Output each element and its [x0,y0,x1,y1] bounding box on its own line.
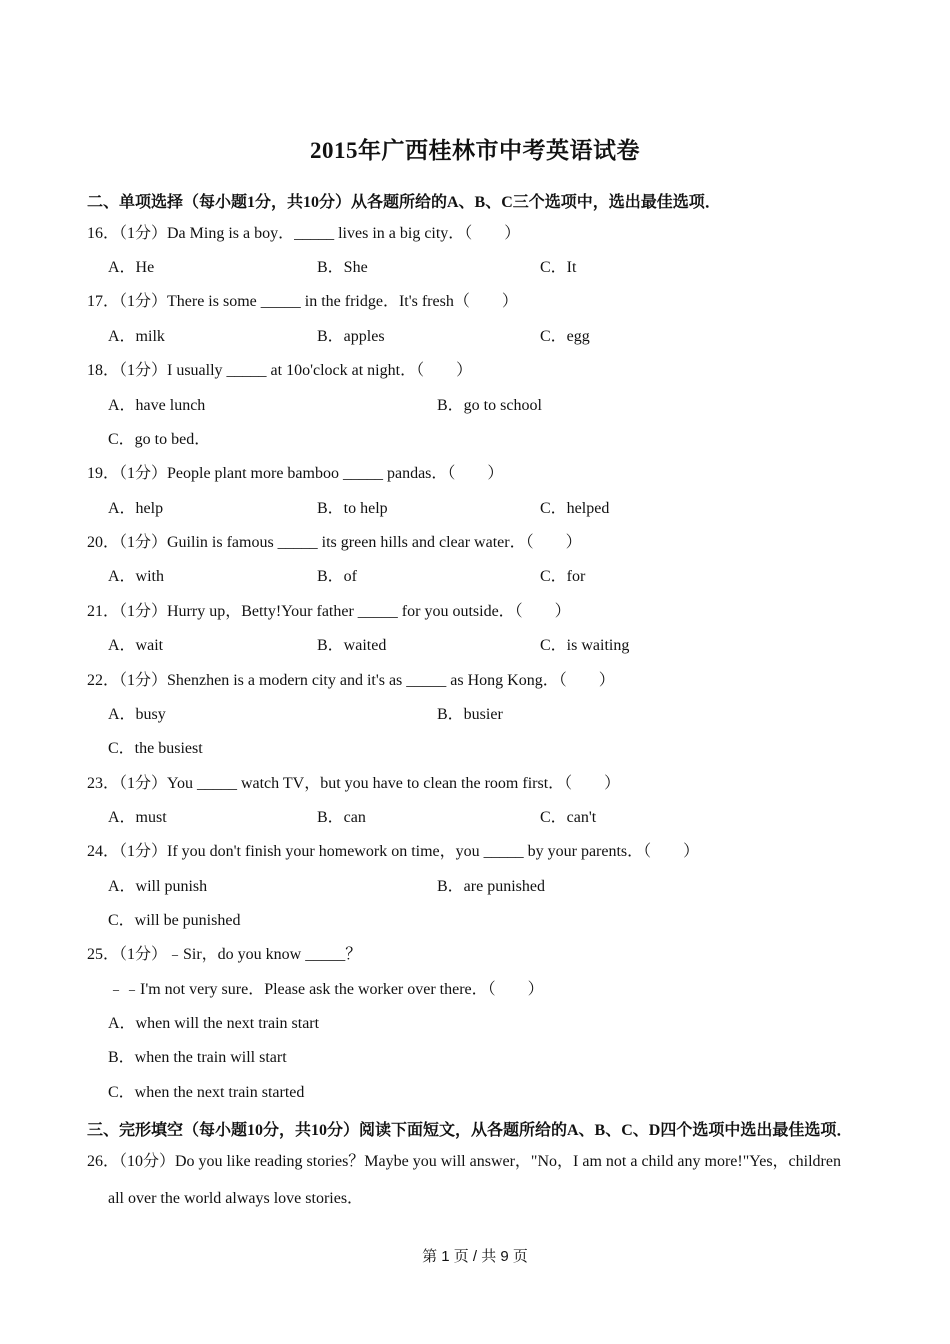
q19-option-c[interactable]: C．helped [540,500,610,517]
q20-option-a[interactable]: A．with [108,568,165,585]
q18-option-a[interactable]: A．have lunch [108,397,206,414]
q16-option-a[interactable]: A．He [108,259,155,276]
q20-option-b[interactable]: B．of [317,568,358,585]
q21-option-c[interactable]: C．is waiting [540,637,630,654]
q17-option-a[interactable]: A．milk [108,328,165,345]
q25-option-b[interactable]: B．when the train will start [108,1049,287,1066]
question-19: 19．（1分）People plant more bamboo _____ pandas．（ ） [87,465,504,482]
question-25-dialogue: ﹣﹣I'm not very sure．Please ask the worker over there．（ ） [108,981,544,998]
question-26: 26．（10分）Do you like reading stories？Maybe you will answer，"No，I am not a child any more!"Yes，children [87,1153,841,1170]
question-25: 25．（1分）﹣Sir，do you know _____？ [87,946,362,963]
question-23: 23．（1分）You _____ watch TV，but you have to clean the room first．（ ） [87,775,621,792]
question-21: 21．（1分）Hurry up，Betty!Your father _____ for you outside．（ ） [87,603,571,620]
q25-option-a[interactable]: A．when will the next train start [108,1015,320,1032]
question-20: 20．（1分）Guilin is famous _____ its green hills and clear water．（ ） [87,534,582,551]
q21-option-b[interactable]: B．waited [317,637,387,654]
q19-option-a[interactable]: A．help [108,500,164,517]
q17-option-b[interactable]: B．apples [317,328,385,345]
question-24: 24．（1分）If you don't finish your homework on time，you _____ by your parents．（ ） [87,843,700,860]
q16-option-c[interactable]: C．It [540,259,577,276]
page-footer: 第 1 页 / 共 9 页 [422,1248,528,1265]
q24-option-a[interactable]: A．will punish [108,878,208,895]
q17-option-c[interactable]: C．egg [540,328,590,345]
section-3-heading: 三、完形填空（每小题10分，共10分）阅读下面短文，从各题所给的A、B、C、D四个选项中选出最佳选项． [87,1122,853,1139]
q23-option-b[interactable]: B．can [317,809,366,826]
question-17: 17．（1分）There is some _____ in the fridge．It's fresh（ ） [87,293,518,310]
q23-option-a[interactable]: A．must [108,809,167,826]
q18-option-b[interactable]: B．go to school [437,397,542,414]
question-16: 16．（1分）Da Ming is a boy．_____ lives in a big city．（ ） [87,225,521,242]
q22-option-b[interactable]: B．busier [437,706,503,723]
q24-option-b[interactable]: B．are punished [437,878,545,895]
q19-option-b[interactable]: B．to help [317,500,388,517]
section-2-heading: 二、单项选择（每小题1分，共10分）从各题所给的A、B、C三个选项中，选出最佳选项． [87,194,721,211]
question-18: 18．（1分）I usually _____ at 10o'clock at night．（ ） [87,362,473,379]
q22-option-a[interactable]: A．busy [108,706,166,723]
question-26-continued: all over the world always love stories． [108,1190,364,1207]
q24-option-c[interactable]: C．will be punished [108,912,241,929]
q22-option-c[interactable]: C．the busiest [108,740,203,757]
q16-option-b[interactable]: B．She [317,259,368,276]
q21-option-a[interactable]: A．wait [108,637,164,654]
q23-option-c[interactable]: C．can't [540,809,597,826]
q18-option-c[interactable]: C．go to bed． [108,431,211,448]
page-title: 2015年广西桂林市中考英语试卷 [310,138,640,163]
q20-option-c[interactable]: C．for [540,568,586,585]
q25-option-c[interactable]: C．when the next train started [108,1084,305,1101]
question-22: 22．（1分）Shenzhen is a modern city and it's as _____ as Hong Kong．（ ） [87,672,615,689]
